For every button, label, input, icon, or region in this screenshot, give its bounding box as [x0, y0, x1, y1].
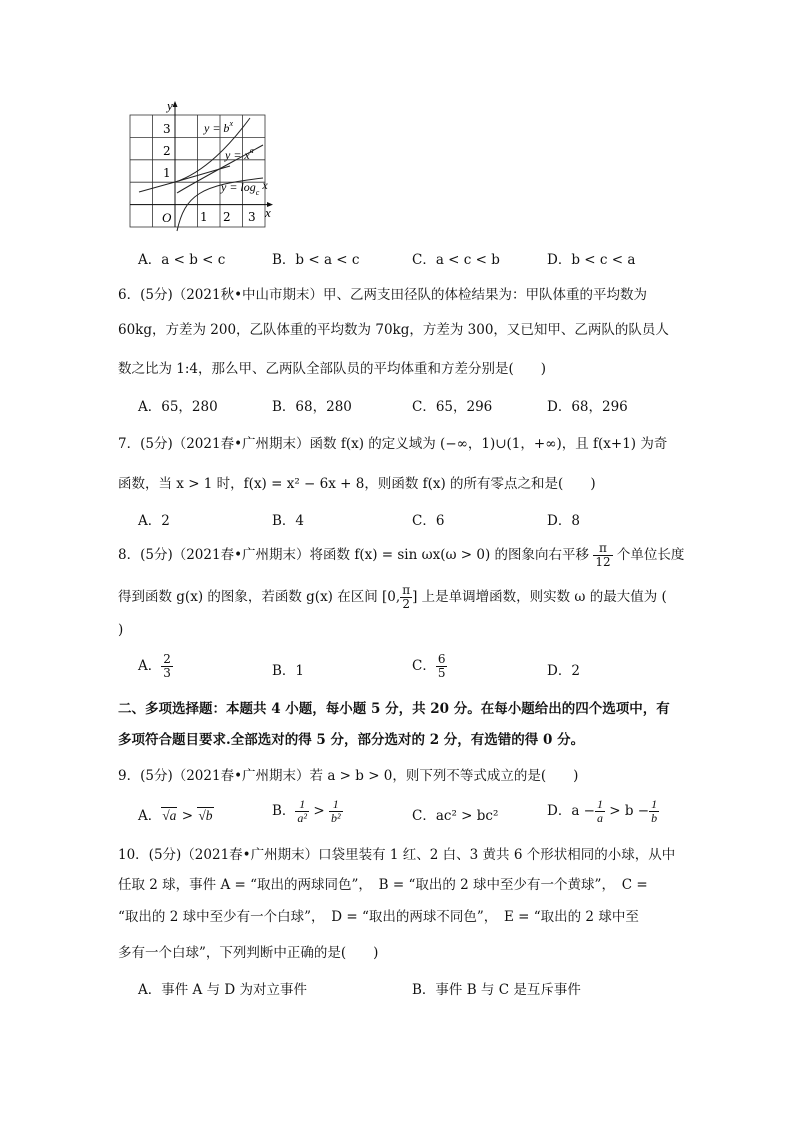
- option-label: A．: [138, 808, 162, 824]
- q8-option-c[interactable]: [412, 653, 447, 680]
- q8-fraction-pi-12: [593, 542, 612, 569]
- tick-y-3: 3: [163, 122, 171, 136]
- q8-stem-line1-text: 8．(5分)（2021春•广州期末）将函数 f(x) = sin ωx(ω > 0) 的图象向右平移: [118, 547, 590, 563]
- section-2-line1: 二、多项选择题：本题共 4 小题，每小题 5 分，共 20 分。在每小题给出的四个选项中，有: [118, 701, 670, 717]
- greater-than: >: [177, 808, 198, 824]
- tick-x-1: 1: [200, 210, 208, 224]
- label-exponential: $y = b^x$: [204, 119, 233, 135]
- q7-option-d[interactable]: D．8: [547, 513, 580, 529]
- q7-option-a[interactable]: A．2: [138, 513, 170, 529]
- q9-option-d[interactable]: [547, 798, 659, 825]
- q5-option-c[interactable]: C．a < c < b: [412, 252, 500, 268]
- sqrt-b: √b: [198, 808, 213, 823]
- option-label: B．: [272, 803, 296, 819]
- q5-option-b[interactable]: B．b < a < c: [272, 252, 360, 268]
- q8-stem-line3: ): [118, 622, 124, 638]
- fraction-numerator: 1: [295, 798, 309, 812]
- fraction-numerator: 1: [329, 798, 343, 812]
- origin-label: O: [162, 210, 172, 225]
- fraction-denominator: b: [651, 811, 658, 825]
- fraction-1-over-b: [649, 798, 659, 825]
- y-axis-arrow: [173, 101, 178, 107]
- fraction-denominator: a²: [297, 811, 308, 825]
- function-graph: [125, 100, 285, 235]
- q6-option-c[interactable]: C．65，296: [412, 399, 493, 415]
- tick-y-2: 2: [163, 144, 171, 158]
- q5-option-d[interactable]: D．b < c < a: [547, 252, 636, 268]
- fraction-denominator: b²: [330, 811, 341, 825]
- q10-option-a[interactable]: A．事件 A 与 D 为对立事件: [138, 982, 307, 998]
- fraction-1-over-b2: [329, 798, 343, 825]
- greater-than: >: [309, 803, 329, 819]
- fraction-numerator: 1: [651, 797, 658, 811]
- q8-option-a[interactable]: [138, 653, 173, 680]
- fraction-denominator: a: [596, 811, 603, 825]
- q9-option-a[interactable]: [138, 804, 214, 824]
- option-label: C．: [412, 658, 436, 674]
- q6-stem-line2: 60kg，方差为 200，乙队体重的平均数为 70kg，方差为 300，又已知甲、乙两队的队员人: [118, 322, 669, 338]
- q6-option-b[interactable]: B．68，280: [272, 399, 352, 415]
- q7-option-b[interactable]: B．4: [272, 513, 305, 529]
- fraction-1-over-a: [595, 798, 605, 825]
- q5-option-a[interactable]: A．a < b < c: [138, 252, 226, 268]
- tick-x-3: 3: [248, 210, 256, 224]
- q8-stem-line2: [118, 584, 667, 611]
- q6-stem-line1: 6．(5分)（2021秋•中山市期末）甲、乙两支田径队的体检结果为：甲队体重的平均数为: [118, 287, 648, 303]
- q8-stem-line1: [118, 542, 684, 569]
- fraction-1-over-a2: [295, 798, 309, 825]
- y-axis-label: y: [167, 100, 173, 113]
- q8-option-b[interactable]: B．1: [272, 663, 305, 679]
- q10-stem-line3: “取出的 2 球中至少有一个白球”， D = “取出的两球不同色”， E = “取出的 2 球中至: [118, 909, 639, 925]
- fraction-denominator: 3: [163, 666, 171, 680]
- fraction-numerator: π: [593, 542, 612, 556]
- q7-stem-line1: 7．(5分)（2021春•广州期末）函数 f(x) 的定义域为 (−∞，1)∪(1，+∞)，且 f(x+1) 为奇: [118, 436, 668, 452]
- q8-option-c-fraction: [436, 653, 448, 680]
- q9-option-c[interactable]: C．ac² > bc²: [412, 808, 499, 824]
- q10-option-b[interactable]: B．事件 B 与 C 是互斥事件: [412, 982, 581, 998]
- sqrt-a: √a: [162, 808, 177, 823]
- q8-option-d[interactable]: D．2: [547, 663, 580, 679]
- q6-option-a[interactable]: A．65，280: [138, 399, 218, 415]
- q6-stem-line3: 数之比为 1:4，那么甲、乙两队全部队员的平均体重和方差分别是( ): [118, 361, 547, 377]
- q9-option-b[interactable]: [272, 798, 343, 825]
- option-label: D．a −: [547, 803, 595, 819]
- q7-option-c[interactable]: C．6: [412, 513, 445, 529]
- option-label: A．: [138, 658, 162, 674]
- x-axis-label: x: [265, 205, 271, 220]
- q7-stem-line2: 函数，当 x > 1 时，f(x) = x² − 6x + 8，则函数 f(x) 的所有零点之和是( ): [118, 476, 596, 492]
- q8-stem-line2-tail: ] 上是单调增函数，则实数 ω 的最大值为 (: [412, 589, 667, 605]
- q10-stem-line4: 多有一个白球”，下列判断中正确的是( ): [118, 945, 379, 961]
- fraction-numerator: 6: [437, 652, 446, 666]
- q9-stem: 9．(5分)（2021春•广州期末）若 a > b > 0，则下列不等式成立的是( ): [118, 768, 579, 784]
- q8-stem-line2-text: 得到函数 g(x) 的图象，若函数 g(x) 在区间 [0,: [118, 589, 401, 605]
- fraction-denominator: 2: [402, 597, 410, 611]
- q6-option-d[interactable]: D．68，296: [547, 399, 628, 415]
- label-power: $y = x^a$: [225, 146, 254, 162]
- q8-option-a-fraction: [161, 653, 173, 680]
- greater-than: > b −: [604, 803, 650, 819]
- fraction-numerator: 1: [596, 797, 603, 811]
- fraction-denominator: 12: [595, 555, 611, 569]
- label-log: $y = \log_cx$: [221, 178, 268, 197]
- fraction-numerator: π: [402, 583, 411, 597]
- fraction-numerator: 2: [163, 652, 171, 666]
- tick-y-1: 1: [163, 166, 171, 180]
- q10-stem-line1: 10．(5分)（2021春•广州期末）口袋里装有 1 红、2 白、3 黄共 6 个形状相同的小球，从中: [118, 847, 676, 863]
- q10-stem-line2: 任取 2 球，事件 A = “取出的两球同色”， B = “取出的 2 球中至少有一个黄球”， C =: [118, 877, 648, 893]
- q8-stem-line1-tail: 个单位长度: [616, 547, 685, 563]
- q8-fraction-pi-2: [400, 584, 412, 611]
- fraction-denominator: 5: [437, 666, 446, 680]
- section-2-line2: 多项符合题目要求.全部选对的得 5 分，部分选对的 2 分，有选错的得 0 分。: [118, 732, 585, 748]
- tick-x-2: 2: [223, 210, 231, 224]
